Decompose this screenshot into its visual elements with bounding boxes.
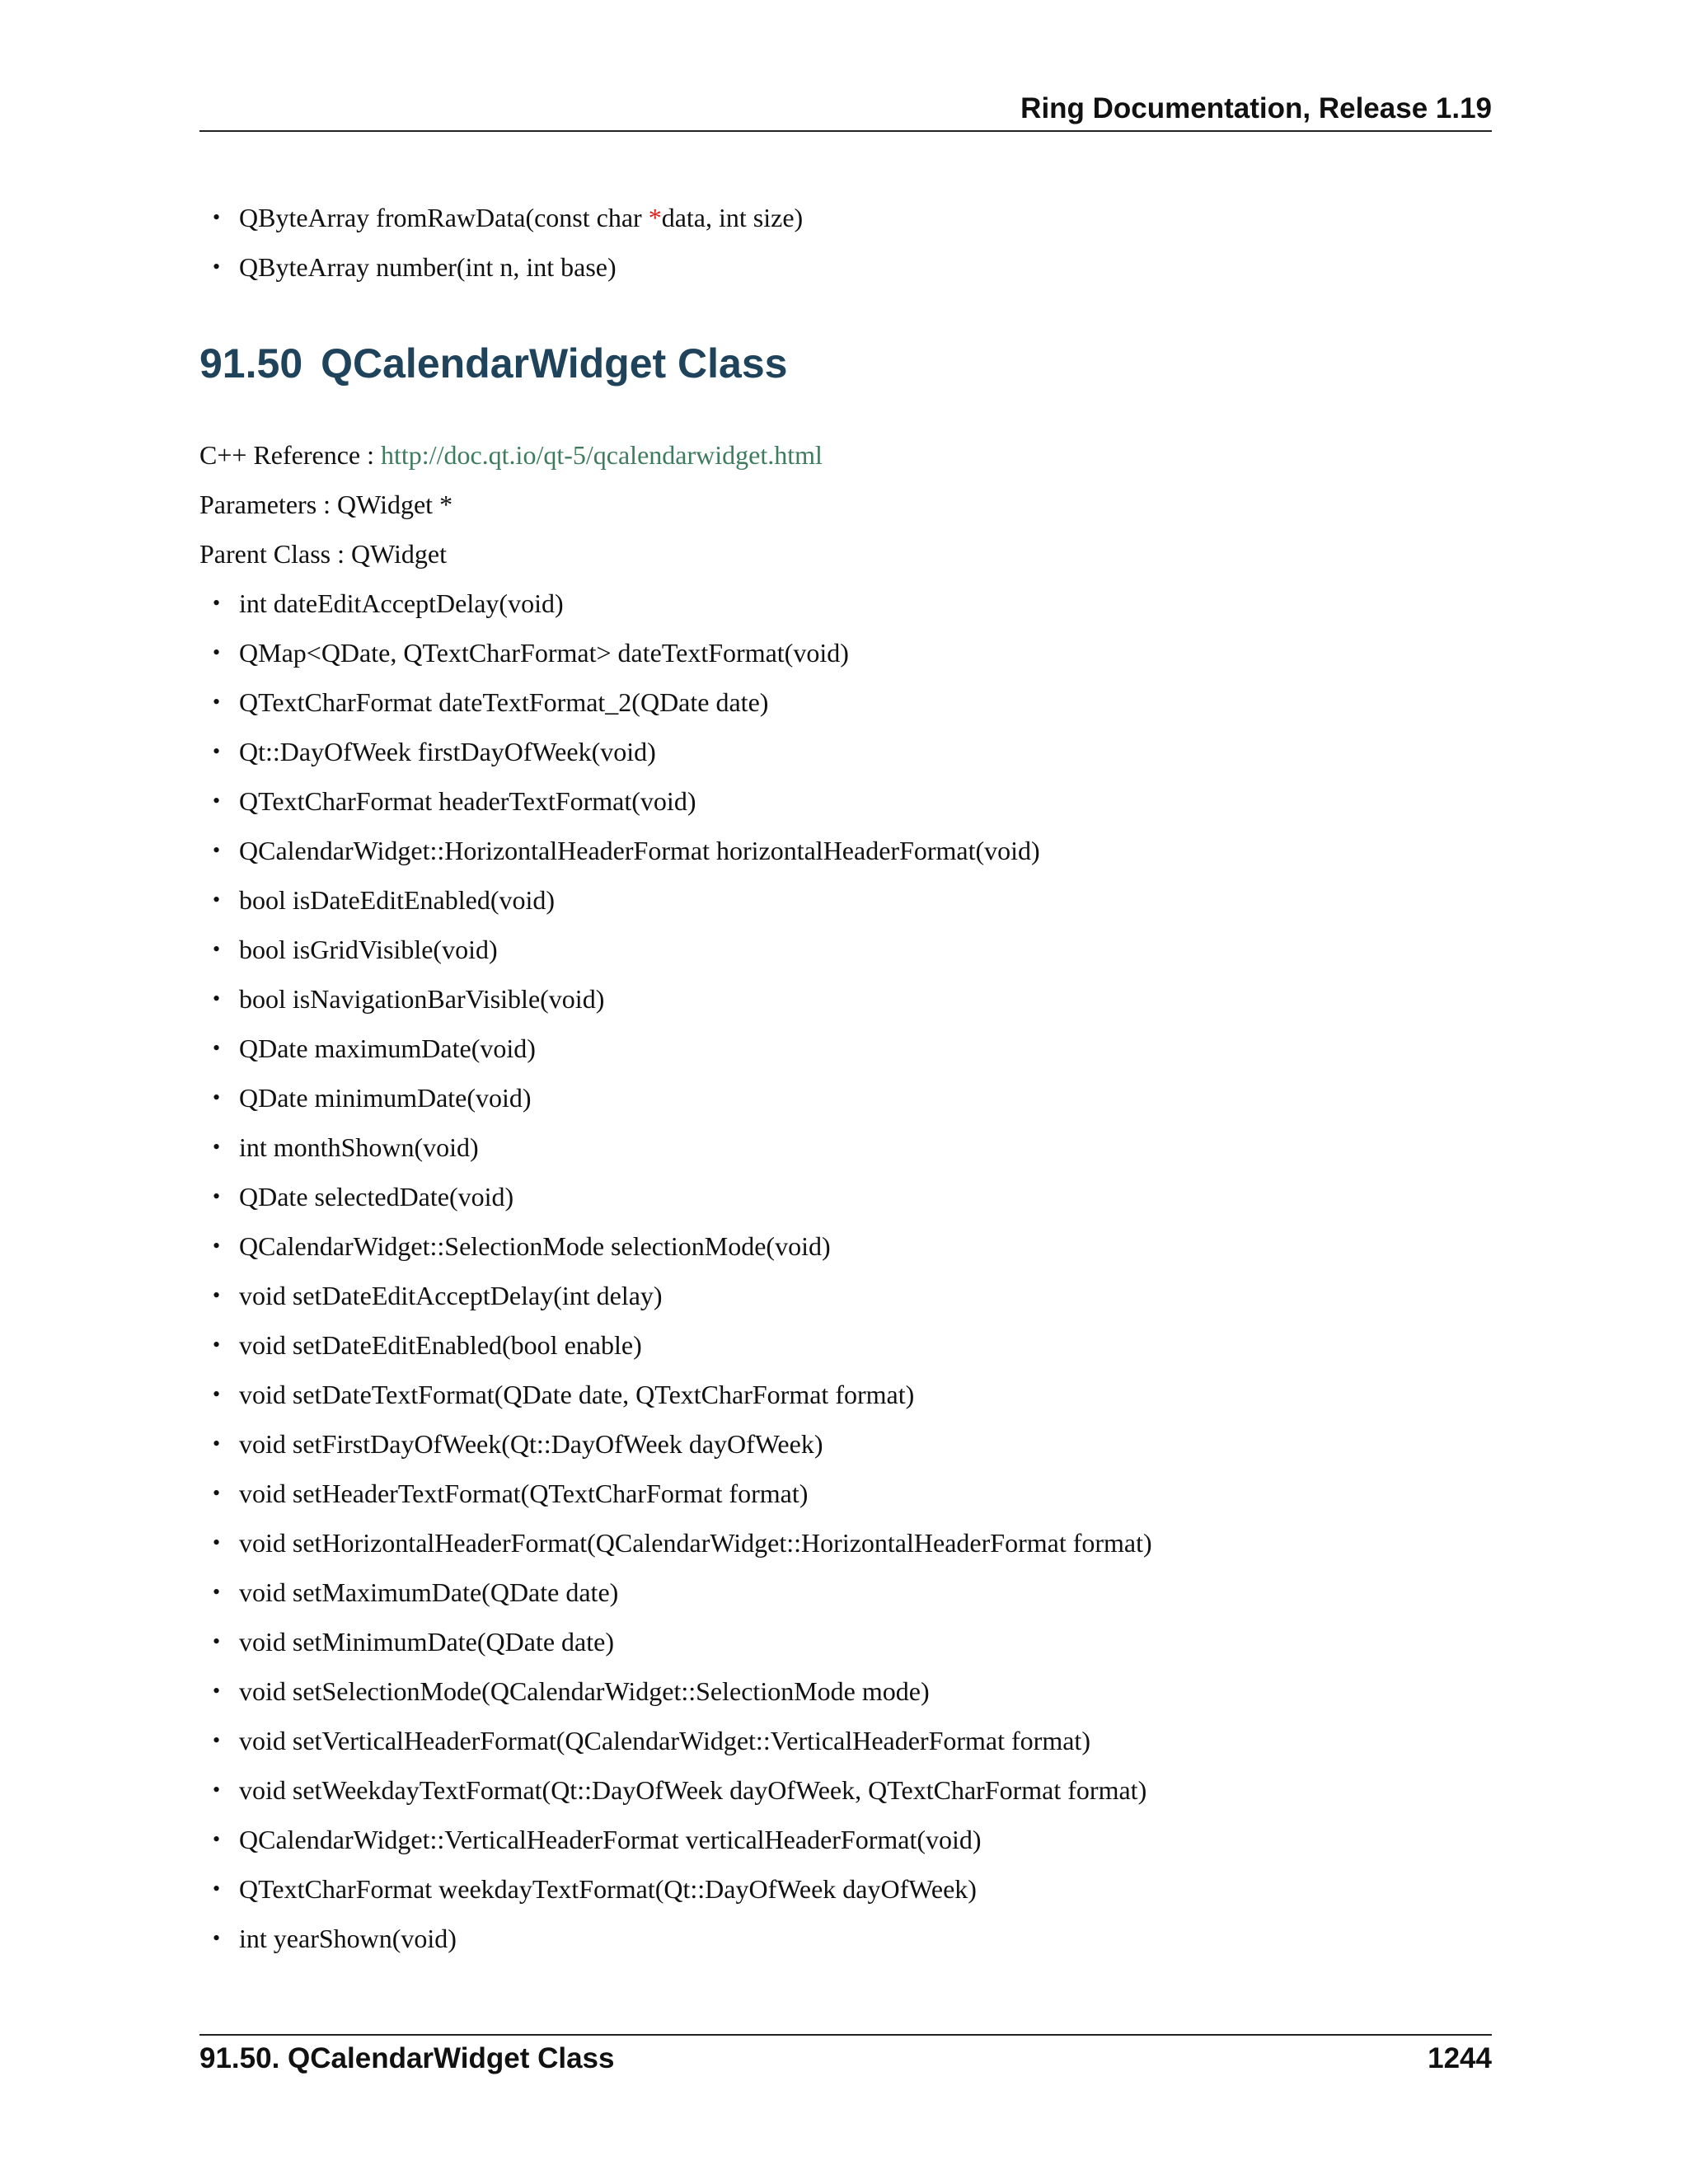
method-signature: QMap<QDate, QTextCharFormat> dateTextFormat(void) [239,638,849,668]
cpp-reference-line [199,430,823,480]
list-item [213,1024,1152,1073]
bullet-icon: • [213,1432,221,1455]
section-title: QCalendarWidget Class [321,340,788,387]
method-signature-part: data, int size) [661,203,804,232]
method-signature: QCalendarWidget::HorizontalHeaderFormat horizontalHeaderFormat(void) [239,836,1040,865]
bullet-icon: • [213,1530,221,1554]
method-signature: QCalendarWidget::SelectionMode selectionMode(void) [239,1231,831,1261]
bullet-icon: • [213,1036,221,1060]
list-item [213,1716,1152,1765]
method-signature: QTextCharFormat dateTextFormat_2(QDate date) [239,687,769,717]
list-item [213,826,1152,875]
list-item [213,677,1152,727]
footer-divider [199,2034,1492,2036]
list-item [213,1518,1152,1568]
bullet-icon: • [213,1283,221,1307]
bullet-icon: • [213,1778,221,1802]
method-signature: void setHeaderTextFormat(QTextCharFormat format) [239,1479,809,1508]
list-item [213,1172,1152,1221]
list-item [213,1666,1152,1716]
section-number: 91.50 [199,340,303,387]
list-item [213,1815,1152,1864]
header-divider [199,130,1492,132]
bullet-icon: • [213,739,221,763]
list-item [213,1617,1152,1666]
parent-class-line: Parent Class : QWidget [199,539,447,569]
list-item [213,628,1152,677]
method-signature: int monthShown(void) [239,1132,479,1162]
method-signature: void setDateTextFormat(QDate date, QTextCharFormat format) [239,1380,915,1409]
method-signature: void setDateEditAcceptDelay(int delay) [239,1281,663,1310]
method-signature: void setWeekdayTextFormat(Qt::DayOfWeek dayOfWeek, QTextCharFormat format) [239,1775,1147,1805]
method-signature: void setVerticalHeaderFormat(QCalendarWidget::VerticalHeaderFormat format) [239,1726,1090,1755]
bullet-icon: • [213,690,221,714]
bullet-icon: • [213,1679,221,1703]
method-signature-part: QByteArray fromRawData(const char [239,203,649,232]
method-signature: void setHorizontalHeaderFormat(QCalendarWidget::HorizontalHeaderFormat format) [239,1528,1152,1558]
bullet-icon: • [213,838,221,862]
method-signature: QDate selectedDate(void) [239,1182,514,1212]
bullet-icon: • [213,1827,221,1851]
bullet-icon: • [213,1580,221,1604]
method-signature: int dateEditAcceptDelay(void) [239,588,564,618]
list-item [213,1419,1152,1469]
list-item [213,242,803,292]
list-item [213,1765,1152,1815]
footer-section-label: 91.50. QCalendarWidget Class [199,2042,615,2074]
list-item [213,193,804,242]
bullet-icon: • [213,1234,221,1258]
method-signature: QByteArray number(int n, int base) [239,252,617,282]
list-item [213,1073,1152,1122]
method-signature: bool isGridVisible(void) [239,935,498,964]
page-number: 1244 [1428,2042,1492,2074]
list-item [213,1221,1152,1271]
list-item [213,974,1152,1024]
bullet-icon: • [213,888,221,912]
method-signature: Qt::DayOfWeek firstDayOfWeek(void) [239,737,656,766]
method-signature: void setDateEditEnabled(bool enable) [239,1330,642,1360]
list-item [213,1568,1152,1617]
method-signature: void setMinimumDate(QDate date) [239,1627,614,1657]
list-item [213,925,1152,974]
list-item [213,1370,1152,1419]
method-signature: QTextCharFormat weekdayTextFormat(Qt::DayOfWeek dayOfWeek) [239,1874,977,1904]
bullet-icon: • [213,1877,221,1900]
bullet-icon: • [213,1926,221,1950]
method-signature: bool isNavigationBarVisible(void) [239,984,605,1014]
method-signature: QTextCharFormat headerTextFormat(void) [239,786,696,816]
method-signature: QDate maximumDate(void) [239,1033,536,1063]
bullet-icon: • [213,1481,221,1505]
method-signature: QCalendarWidget::VerticalHeaderFormat verticalHeaderFormat(void) [239,1825,982,1854]
list-item [213,1320,1152,1370]
bullet-icon: • [213,1135,221,1159]
list-item [213,776,1152,826]
list-item [213,1914,1152,1963]
bullet-icon: • [213,591,221,615]
bullet-icon: • [213,255,221,279]
bullet-icon: • [213,1629,221,1653]
bullet-icon: • [213,1184,221,1208]
bullet-icon: • [213,987,221,1010]
method-signature: int yearShown(void) [239,1924,457,1953]
list-item [213,579,1152,628]
list-item [213,1271,1152,1320]
list-item [213,875,1152,925]
method-signature: bool isDateEditEnabled(void) [239,885,556,915]
cpp-reference-link[interactable]: http://doc.qt.io/qt-5/qcalendarwidget.html [381,440,823,470]
bullet-icon: • [213,789,221,813]
list-item [213,1864,1152,1914]
bullet-icon: • [213,640,221,664]
top-method-list [213,193,804,292]
method-signature: void setMaximumDate(QDate date) [239,1577,619,1607]
bullet-icon: • [213,937,221,961]
list-item [213,727,1152,776]
pointer-asterisk: * [648,203,662,232]
bullet-icon: • [213,1728,221,1752]
method-signature: void setFirstDayOfWeek(Qt::DayOfWeek dayOfWeek) [239,1429,823,1459]
method-list [213,579,1152,1963]
running-header-title: Ring Documentation, Release 1.19 [1020,92,1492,124]
bullet-icon: • [213,1333,221,1357]
bullet-icon: • [213,1382,221,1406]
cpp-reference-label: C++ Reference : [199,440,381,470]
parameters-line: Parameters : QWidget * [199,490,453,519]
bullet-icon: • [213,205,221,229]
list-item [213,1469,1152,1518]
method-signature: QDate minimumDate(void) [239,1083,532,1113]
list-item [213,1122,1152,1172]
section-heading [199,340,787,387]
method-signature: void setSelectionMode(QCalendarWidget::SelectionMode mode) [239,1676,930,1706]
bullet-icon: • [213,1085,221,1109]
